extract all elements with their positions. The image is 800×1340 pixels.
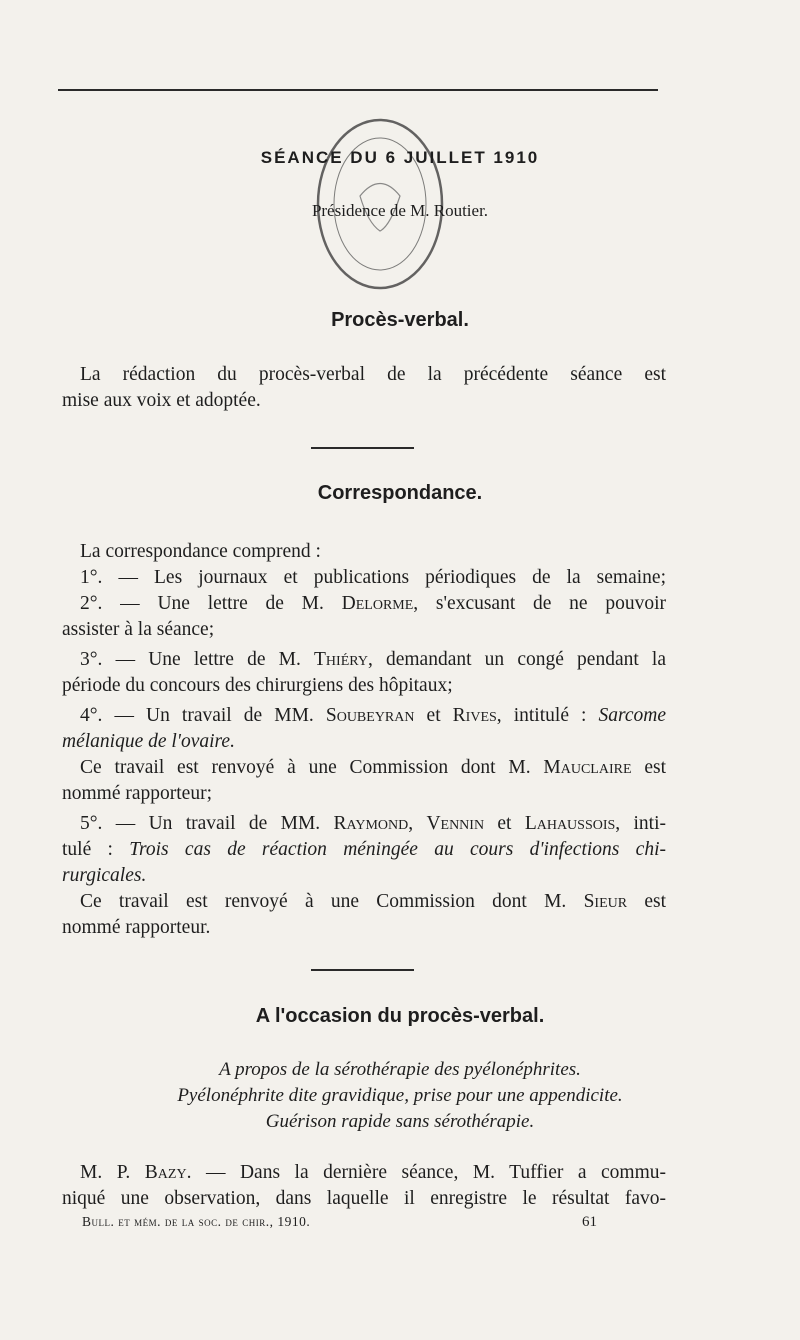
work-title: Sarcome <box>598 705 667 726</box>
work-title-line3: rurgicales. <box>62 865 147 886</box>
work-title: Trois cas de réaction méningée au cours d'infections chi- <box>129 839 666 860</box>
occasion-subtitle <box>0 1057 800 1135</box>
occasion-body <box>62 1160 666 1212</box>
item-2 <box>62 591 666 617</box>
item-2-line2: assister à la séance; <box>62 619 215 640</box>
subtitle-line: Pyélonéphrite dite gravidique, prise pour une appendicite. <box>177 1085 623 1106</box>
renvoi-text: Ce travail est renvoyé à une Commission dont M. <box>80 891 567 912</box>
item-4-text: , intitulé : <box>496 705 599 726</box>
item-3-line2: période du concours des chirurgiens des hôpitaux; <box>62 675 453 696</box>
section-divider <box>311 969 414 971</box>
occasion-heading: A l'occasion du procès-verbal. <box>255 1005 545 1027</box>
item-4-text: et <box>414 705 453 726</box>
correspondance-heading: Correspondance. <box>317 482 483 504</box>
body-text: M. P. <box>80 1162 131 1183</box>
item-4-renvoi-line2: nommé rapporteur; <box>62 783 212 804</box>
renvoi-text: Ce travail est renvoyé à une Commission dont M. <box>80 757 531 778</box>
item-4 <box>62 703 666 729</box>
top-rule <box>58 89 658 91</box>
item-5-renvoi-line2: nommé rapporteur. <box>62 917 211 938</box>
item-5-text: , <box>408 813 427 834</box>
body-line <box>62 1160 666 1186</box>
person-name: Thiéry <box>314 649 368 670</box>
seance-title: SÉANCE DU 6 JUILLET 1910 <box>260 148 540 167</box>
item-4-renvoi <box>62 755 666 781</box>
item-5-text: et <box>484 813 525 834</box>
person-name: Lahaussois <box>524 813 616 834</box>
renvoi-text: est <box>631 757 666 778</box>
person-name: Soubeyran <box>325 705 415 726</box>
subtitle-line: Guérison rapide sans sérothérapie. <box>265 1111 535 1132</box>
item-5-text: tulé : <box>62 839 130 860</box>
item-1: 1°. — Les journaux et publications périodiques de la semaine; <box>80 567 666 588</box>
page-number: 61 <box>582 1214 597 1230</box>
item-3 <box>62 647 666 673</box>
item-2-text: 2°. — Une lettre de M. <box>80 593 324 614</box>
item-2-text: , s'excusant de ne pouvoir <box>413 593 667 614</box>
presidence-line: Présidence de M. Routier. <box>311 201 489 220</box>
item-3-text: , demandant un congé pendant la <box>367 649 666 670</box>
page-footer: Bull. et mém. de la soc. de chir., 1910. <box>82 1214 311 1229</box>
item-4-text: 4°. — Un travail de MM. <box>80 705 314 726</box>
person-name: Delorme <box>341 593 414 614</box>
proces-verbal-text <box>62 362 666 414</box>
work-title-line2: mélanique de l'ovaire. <box>62 731 235 752</box>
renvoi-text: est <box>627 891 666 912</box>
person-name: Bazy <box>144 1162 187 1183</box>
person-name: Raymond <box>333 813 409 834</box>
person-name: Vennin <box>426 813 485 834</box>
item-5-text: , inti- <box>615 813 666 834</box>
proces-verbal-heading: Procès-verbal. <box>331 309 469 331</box>
body-line2: niqué une observation, dans laquelle il enregistre le résultat favo- <box>62 1188 666 1209</box>
person-name: Rives <box>452 705 497 726</box>
correspondance-list <box>62 539 666 941</box>
text-line: La rédaction du procès-verbal de la précédente séance est <box>80 364 666 385</box>
text-line: mise aux voix et adoptée. <box>62 390 261 411</box>
item-5 <box>62 811 666 837</box>
item-5-line2 <box>62 837 666 863</box>
body-text: . — Dans la dernière séance, M. Tuffier a commu- <box>186 1162 667 1183</box>
person-name: Mauclaire <box>543 757 632 778</box>
subtitle-line: A propos de la sérothérapie des pyélonéphrites. <box>219 1059 581 1080</box>
item-3-text: 3°. — Une lettre de M. <box>80 649 301 670</box>
section-divider <box>311 447 414 449</box>
person-name: Sieur <box>583 891 628 912</box>
item-5-text: 5°. — Un travail de MM. <box>80 813 321 834</box>
item-5-renvoi <box>62 889 666 915</box>
correspondance-intro: La correspondance comprend : <box>80 541 321 562</box>
